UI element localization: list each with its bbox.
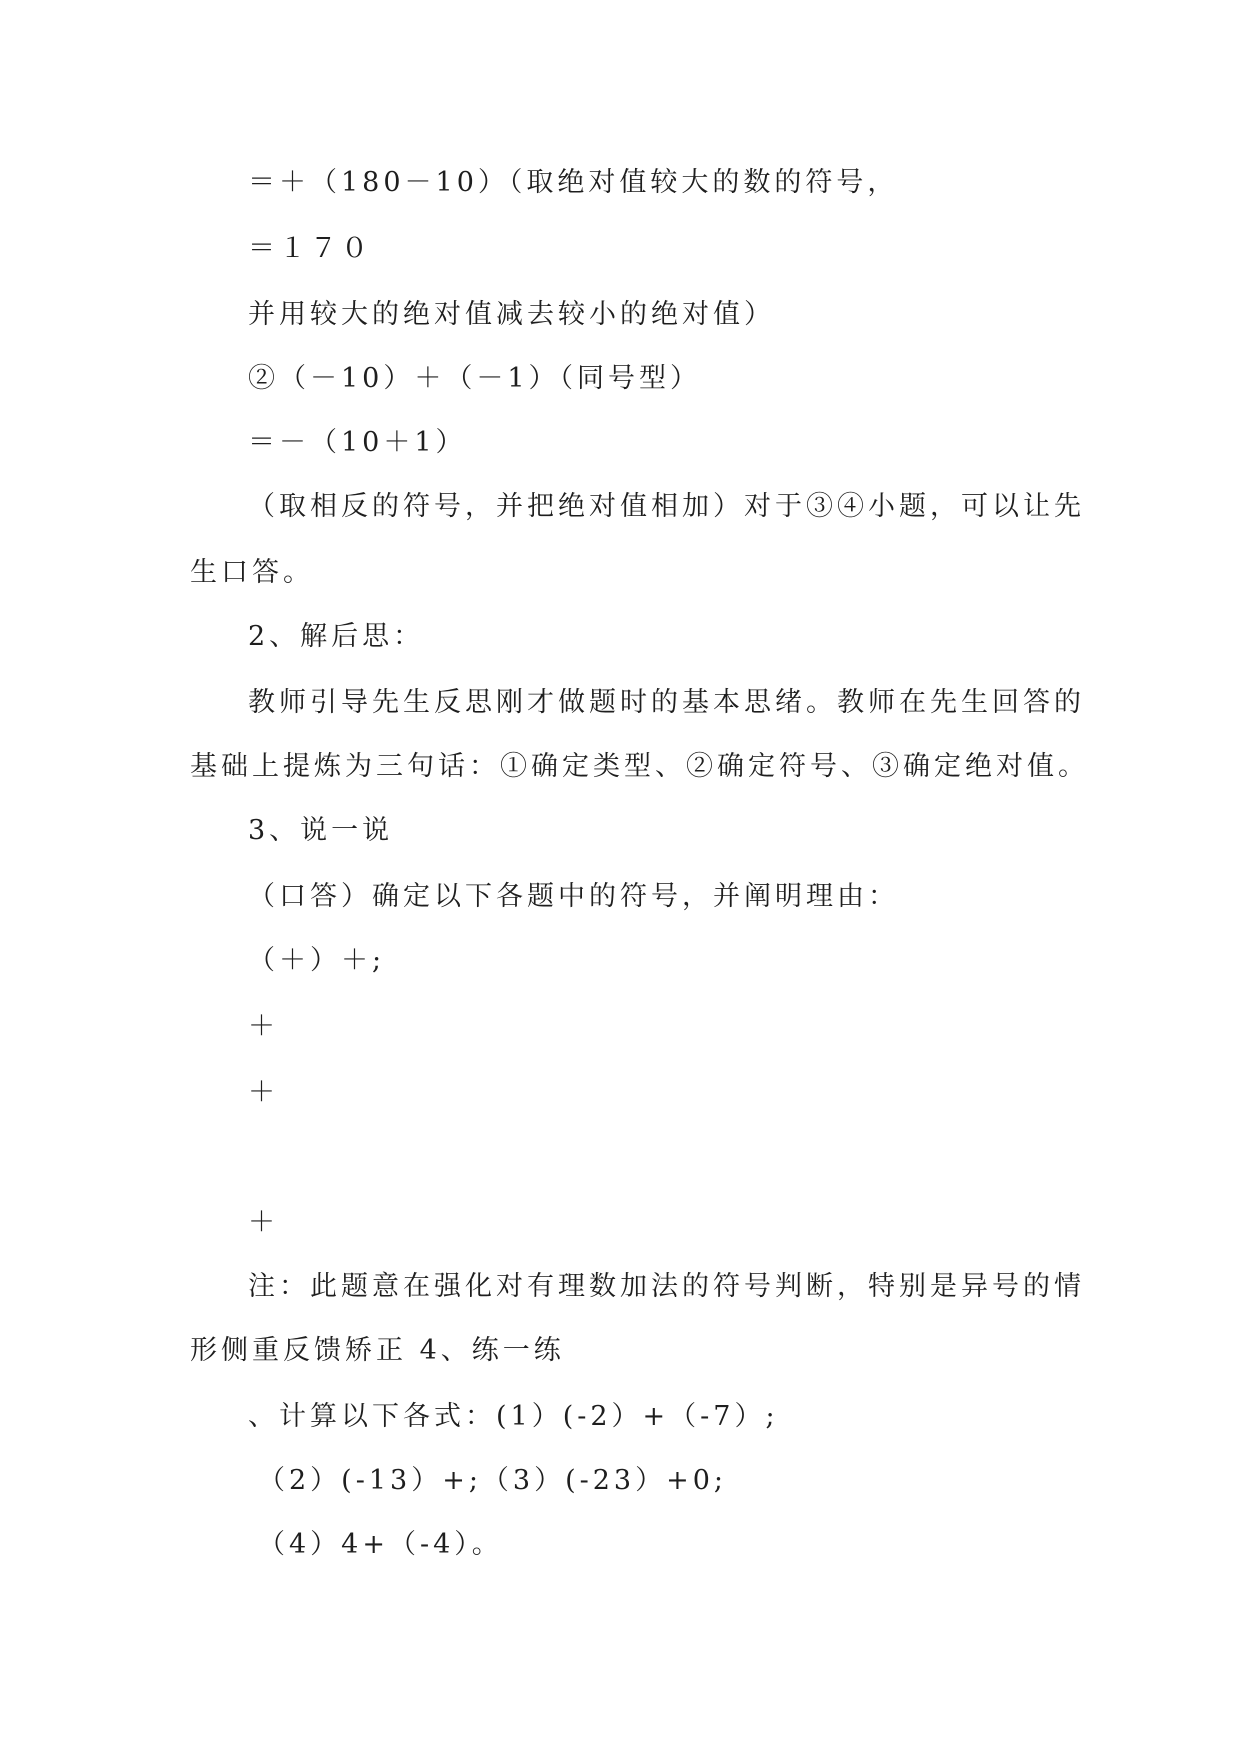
text-line: （2）(-13）+;（3）(-23）+0;: [258, 1465, 728, 1496]
text-line: ②（－10）＋（－1）（同号型）: [248, 363, 702, 394]
text-line: （口答）确定以下各题中的符号，并阐明理由：: [248, 881, 899, 912]
text-line: ＝－（10＋1）: [248, 427, 467, 458]
text-line: （4）4+（-4）。: [258, 1529, 503, 1560]
text-line: 注：此题意在强化对有理数加法的符号判断，特别是异号的情: [248, 1271, 1085, 1302]
text-line: 生口答。: [190, 557, 314, 588]
text-line: （取相反的符号，并把绝对值相加）对于③④小题，可以让先: [248, 491, 1085, 522]
text-line: 、计算以下各式：(1）(-2）+（-7）;: [248, 1401, 779, 1432]
text-line: 教师引导先生反思刚才做题时的基本思绪。教师在先生回答的: [248, 687, 1085, 718]
section-heading: 2、解后思：: [248, 621, 425, 652]
text-line: 并用较大的绝对值减去较小的绝对值）: [248, 299, 775, 330]
text-line: ＋: [248, 1207, 279, 1238]
text-line: ＋: [248, 1077, 279, 1108]
text-line: （＋）＋;: [248, 945, 386, 976]
text-line: ＝＋（180－10）（取绝对值较大的数的符号，: [248, 167, 899, 198]
text-line: 基础上提炼为三句话：①确定类型、②确定符号、③确定绝对值。: [190, 751, 1089, 782]
text-line: 形侧重反馈矫正 4、练一练: [190, 1335, 565, 1366]
text-line: ＋: [248, 1011, 279, 1042]
section-heading: 3、说一说: [248, 815, 394, 846]
text-line: ＝１７０: [248, 233, 372, 264]
